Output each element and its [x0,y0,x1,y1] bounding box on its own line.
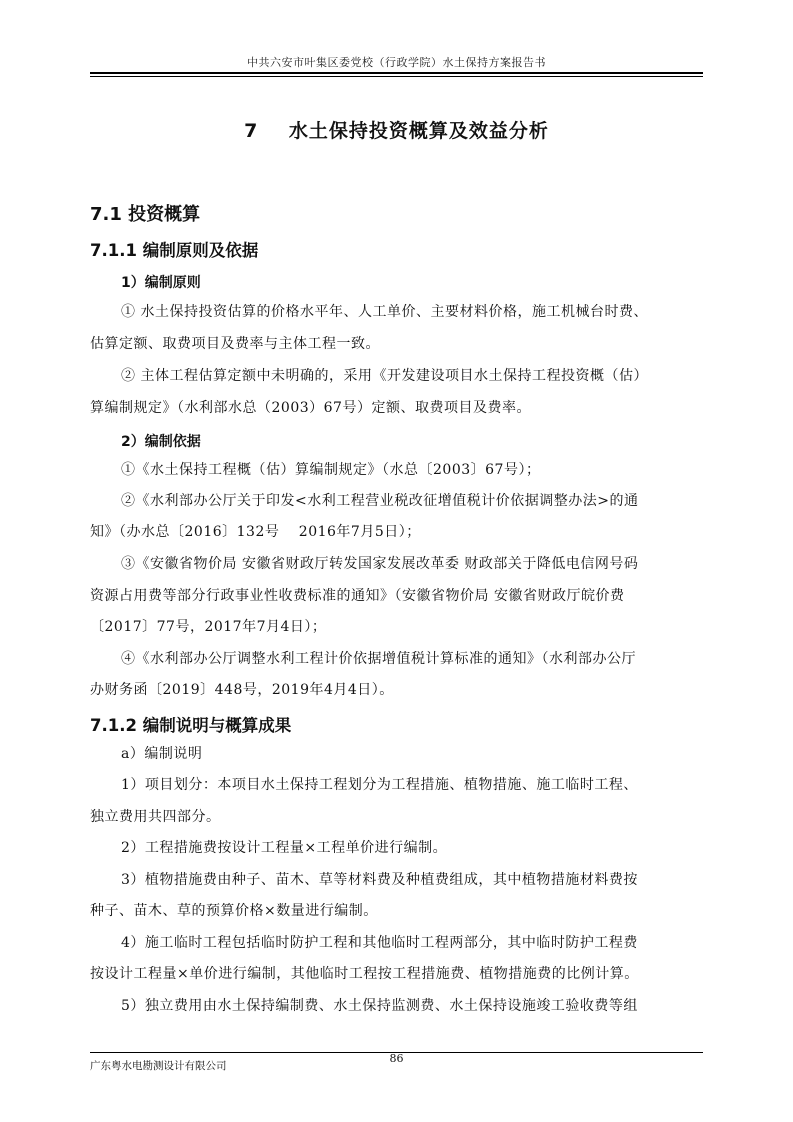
text-line: a）编制说明 [121,746,203,762]
header-text: 中共六安市叶集区委党校（行政学院）水土保持方案报告书 [247,56,546,69]
text-line: ②《水利部办公厅关于印发<水利工程营业税改征增值税计价依据调整办法>的通 [121,493,639,509]
subheading-principles: 1）编制原则 [121,275,201,291]
text-line: ④《水利部办公厅调整水利工程计价依据增值税计算标准的通知》（水利部办公厅 [121,651,636,667]
footer-company: 广东粤水电勘测设计有限公司 [90,1060,227,1072]
text-line: ① 水土保持投资估算的价格水平年、人工单价、主要材料价格，施工机械台时费、 [121,304,648,320]
header-rule-thin [90,76,703,77]
text-line: ①《水土保持工程概（估）算编制规定》（水总〔2003〕67号）； [121,462,541,478]
text-line: 3）植物措施费由种子、苗木、草等材料费及种植费组成，其中植物措施材料费按 [121,872,638,888]
text-line: 知》（办水总〔2016〕132号 2016年7月5日）； [90,524,421,540]
text-line: 算编制规定》（水利部水总（2003）67号）定额、取费项目及费率。 [90,400,531,416]
subheading-basis: 2）编制依据 [121,434,201,450]
chapter-title [0,116,793,143]
text-line: 种子、苗木、草的预算价格×数量进行编制。 [90,903,378,919]
text-line: 资源占用费等部分行政事业性收费标准的通知》（安徽省物价局 安徽省财政厅皖价费 [90,588,625,604]
text-line: 办财务函〔2019〕448号，2019年4月4日）。 [90,682,394,698]
text-line: ② 主体工程估算定额中未明确的，采用《开发建设项目水土保持工程投资概（估） [121,368,648,384]
chapter-title-text: 水土保持投资概算及效益分析 [288,120,549,142]
text-line: 5）独立费用由水土保持编制费、水土保持监测费、水土保持设施竣工验收费等组 [121,998,638,1014]
text-line: 〔2017〕77号，2017年7月4日）； [90,619,327,635]
text-line: 4）施工临时工程包括临时防护工程和其他临时工程两部分，其中临时防护工程费 [121,935,638,951]
text-line: 按设计工程量×单价进行编制，其他临时工程按工程措施费、植物措施费的比例计算。 [90,966,639,982]
text-line: 估算定额、取费项目及费率与主体工程一致。 [90,336,380,352]
section-heading-7-1-1: 7.1.1 编制原则及依据 [90,241,259,260]
header-rule-thick [90,72,703,74]
section-heading-7-1: 7.1 投资概算 [90,204,201,225]
chapter-number: 7 [244,120,259,142]
page-number: 86 [389,1052,404,1065]
section-heading-7-1-2: 7.1.2 编制说明与概算成果 [90,716,292,735]
text-line: 独立费用共四部分。 [90,809,221,825]
text-line: 1）项目划分：本项目水土保持工程划分为工程措施、植物措施、施工临时工程、 [121,777,638,793]
text-line: ③《安徽省物价局 安徽省财政厅转发国家发展改革委 财政部关于降低电信网号码 [121,556,639,572]
text-line: 2）工程措施费按设计工程量×工程单价进行编制。 [121,840,448,856]
